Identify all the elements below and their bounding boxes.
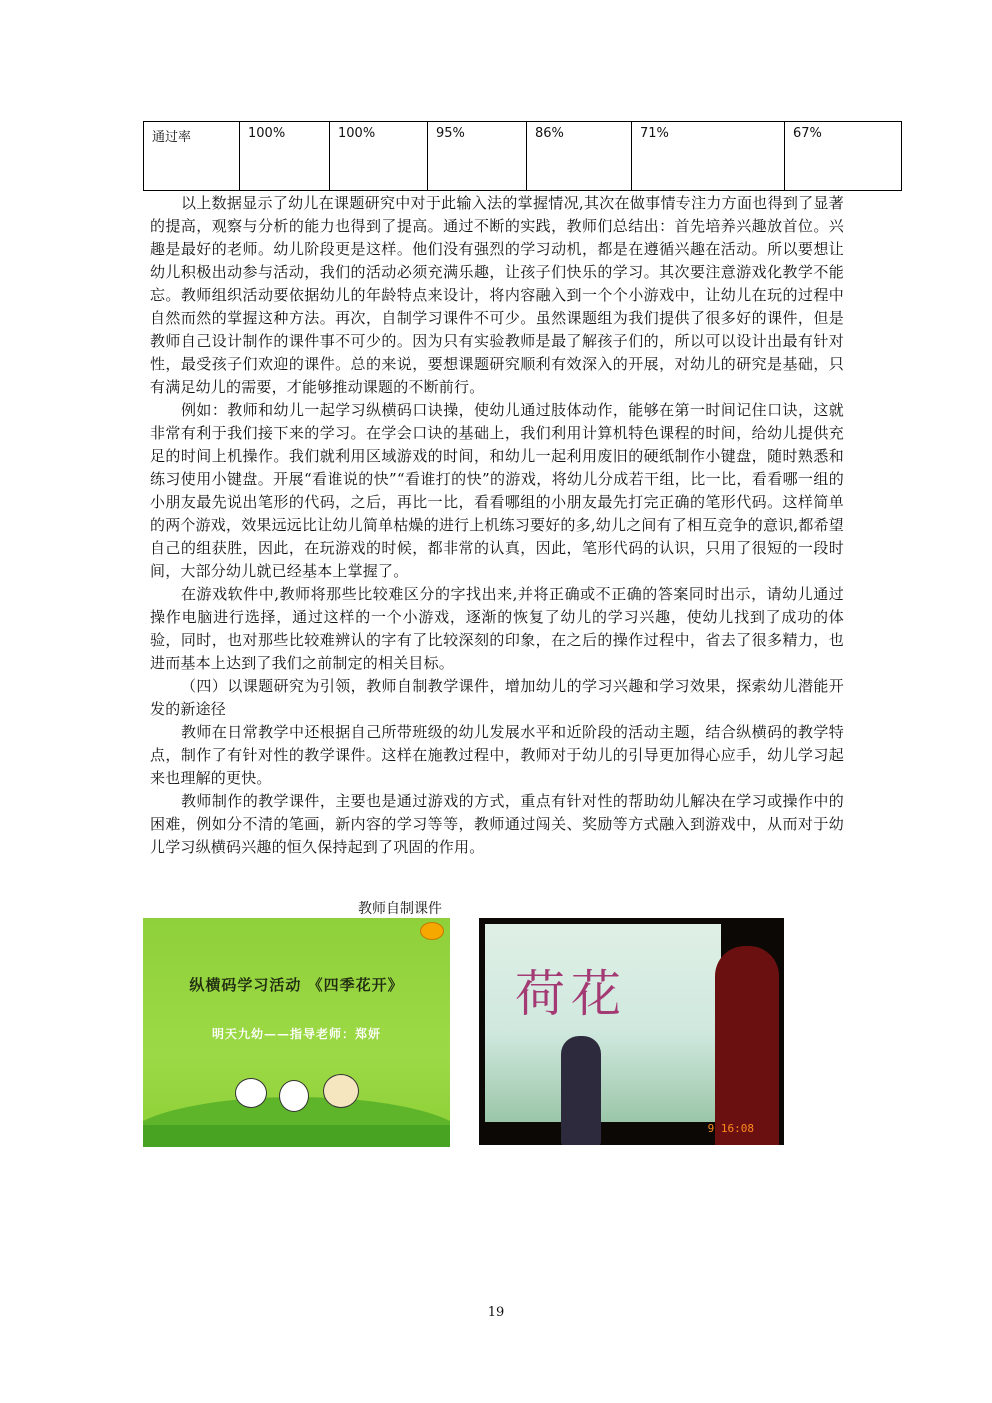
slide-subtitle: 明天九幼——指导老师：郑妍 [211,1027,381,1041]
grass-shape [143,1125,450,1147]
slide-title: 纵横码学习活动 《四季花开》 [189,976,404,994]
table-row [144,122,902,191]
section-heading: （四）以课题研究为引领，教师自制教学课件，增加幼儿的学习兴趣和学习效果，探索幼儿潜能开发的新途径 [150,677,844,718]
courseware-slide-image [143,918,450,1147]
child-silhouette [561,1036,601,1145]
kitty-icon [235,1078,267,1108]
table-cell: 67% [785,122,902,191]
table-cell: 100% [330,122,428,191]
table-cell: 95% [428,122,527,191]
paragraph-example: 例如：教师和幼儿一起学习纵横码口诀操，使幼儿通过肢体动作，能够在第一时间记住口诀，这就非常有利于我们接下来的学习。在学会口诀的基础上，我们利用计算机特色课程的时间，给幼儿提供充足的时间上机操作。我们就利用区域游戏的时间，和幼儿一起利用废旧的硬纸制作小键盘，随时熟悉和练习使用小键盘。开展“看谁说的快”“看谁打的快”的游戏，将幼儿分成若干组，比一比，看看哪一组的小朋友最先说出笔形的代码，之后，再比一比，看看哪组的小朋友最先打完正确的笔形代码。这样简单的两个游戏，效果远远比让幼儿简单枯燥的进行上机练习要好的多,幼儿之间有了相互竞争的意识,都希望自己的组获胜，因此，在玩游戏的时候，都非常的认真，因此，笔形代码的认识，只用了很短的一段时间，大部分幼儿就已经基本上掌握了。 [150,401,844,580]
table-cell: 71% [632,122,785,191]
table-cell: 86% [527,122,632,191]
table-cell: 100% [240,122,330,191]
figure-caption: 教师自制课件 [358,901,442,917]
bunny-icon [279,1080,309,1112]
bear-icon [323,1074,359,1108]
page-number: 19 [487,1305,505,1320]
paragraph-courseware-games: 教师制作的教学课件，主要也是通过游戏的方式，重点有针对性的帮助幼儿解决在学习或操作中的困难，例如分不清的笔画，新内容的学习等等，教师通过闯关、奖励等方式融入到游戏中，从而对于幼儿学习纵横码兴趣的恒久保持起到了巩固的作用。 [150,792,844,856]
photo-timestamp: 9 16:08 [707,1122,754,1135]
paragraph-summary: 以上数据显示了幼儿在课题研究中对于此输入法的掌握情况,其次在做事情专注力方面也得到了显著的提高，观察与分析的能力也得到了提高。通过不断的实践，教师们总结出：首先培养兴趣放首位。兴趣是最好的老师。幼儿阶段更是这样。他们没有强烈的学习动机，都是在遵循兴趣在活动。所以要想让幼儿积极出动参与活动，我们的活动必须充满乐趣，让孩子们快乐的学习。其次要注意游戏化教学不能忘。教师组织活动要依据幼儿的年龄特点来设计，将内容融入到一个个小游戏中，让幼儿在玩的过程中自然而然的掌握这种方法。再次，自制学习课件不可少。虽然课题组为我们提供了很多好的课件，但是教师自己设计制作的课件事不可少的。因为只有实验教师是最了解孩子们的，所以可以设计出最有针对性，最受孩子们欢迎的课件。总的来说，要想课题研究顺利有效深入的开展，对幼儿的研究是基础，只有满足幼儿的需要，才能够推动课题的不断前行。 [150,194,844,396]
screen-characters: 荷花 [515,965,627,1023]
table-cell-label: 通过率 [144,122,240,191]
projector-screen [485,924,721,1122]
body-text [150,192,844,859]
teacher-silhouette [715,946,779,1145]
school-logo-icon [420,922,444,940]
pass-rate-table [143,121,902,191]
classroom-photo [479,918,784,1145]
paragraph-courseware: 教师在日常教学中还根据自己所带班级的幼儿发展水平和近阶段的活动主题，结合纵横码的教学特点，制作了有针对性的教学课件。这样在施教过程中，教师对于幼儿的引导更加得心应手，幼儿学习起来也理解的更快。 [150,723,844,787]
paragraph-game-software: 在游戏软件中,教师将那些比较难区分的字找出来,并将正确或不正确的答案同时出示，请幼儿通过操作电脑进行选择，通过这样的一个小游戏，逐渐的恢复了幼儿的学习兴趣，使幼儿找到了成功的体验，同时，也对那些比较难辨认的字有了比较深刻的印象，在之后的操作过程中，省去了很多精力，也进而基本上达到了我们之前制定的相关目标。 [150,585,844,672]
